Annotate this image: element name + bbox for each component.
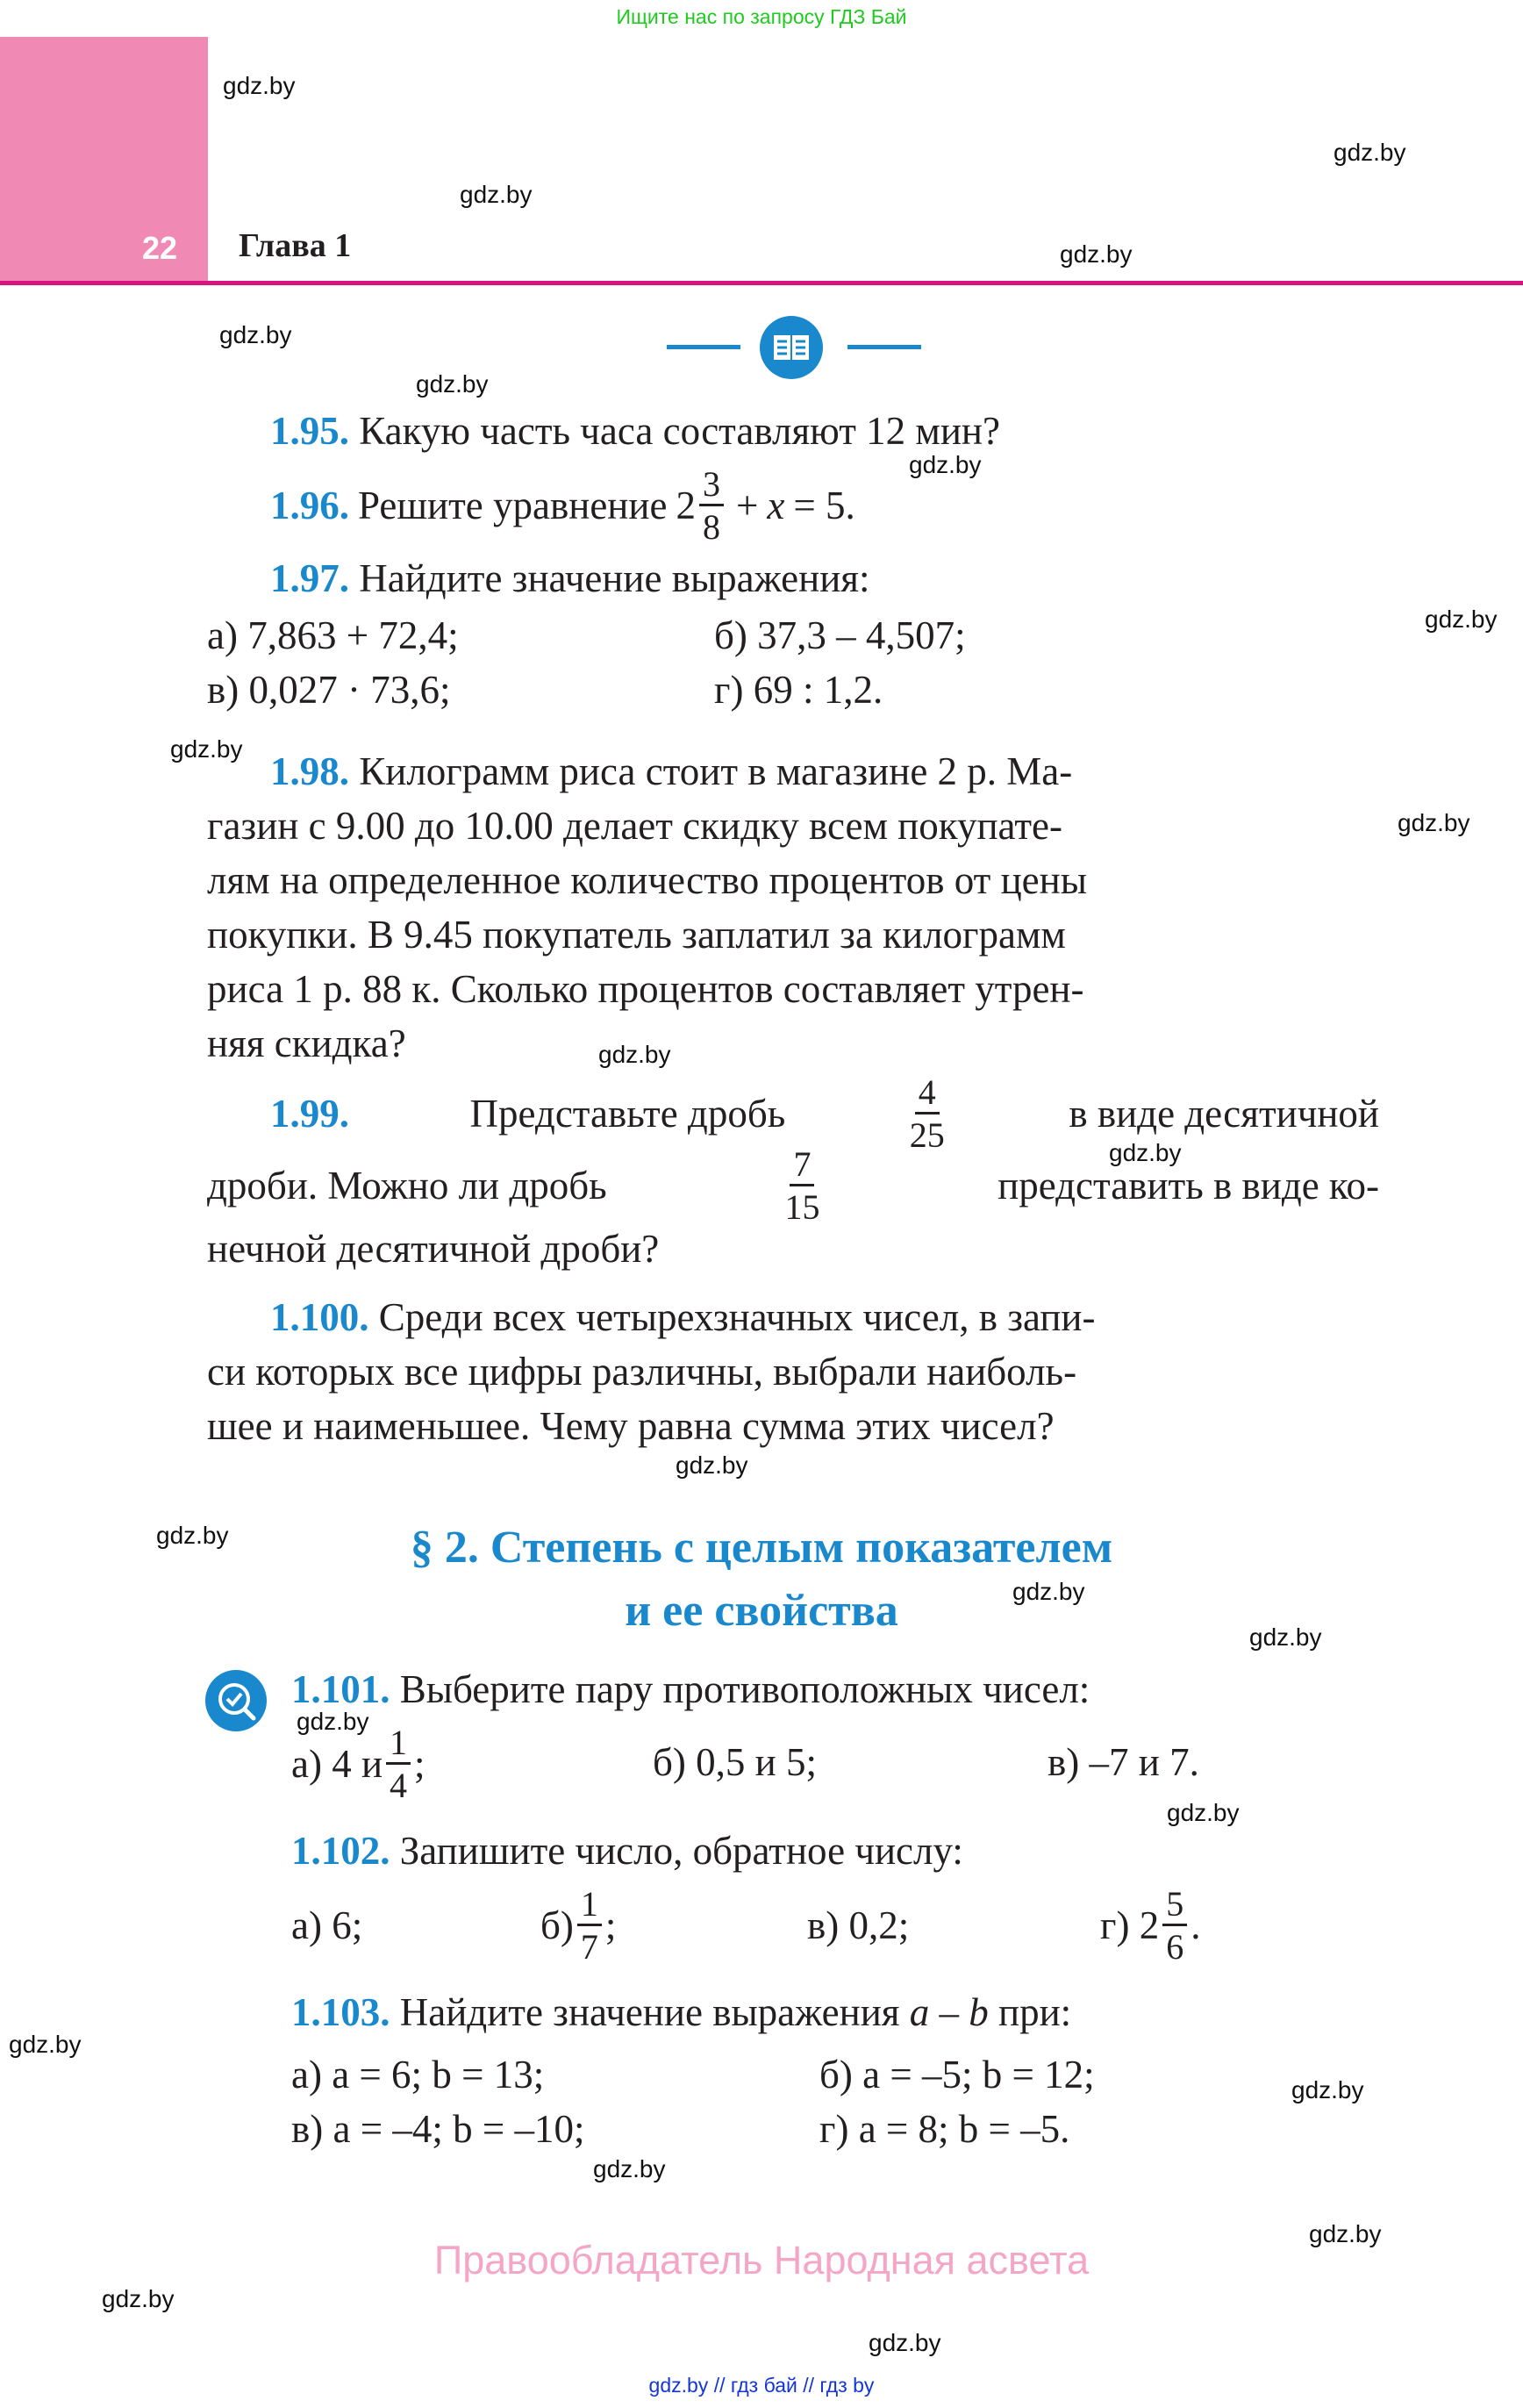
- watermark: gdz.by: [598, 1041, 671, 1068]
- watermark: gdz.by: [1060, 240, 1133, 268]
- watermark: gdz.by: [170, 735, 243, 763]
- watermark: gdz.by: [1291, 2076, 1364, 2103]
- option-b: б) 37,3 – 4,507;: [714, 613, 966, 657]
- option-b: б) a = –5; b = 12;: [819, 2053, 1095, 2096]
- fraction: $\frac{4}{25}$: [909, 1071, 945, 1155]
- problem-1-101: 1.101. Выберите пару противоположных чисел:: [291, 1667, 1090, 1711]
- option-a: а) a = 6; b = 13;: [291, 2053, 545, 2096]
- chapter-title: Глава 1: [239, 227, 352, 264]
- problem-1-96: 1.96. Решите уравнение 2 $\frac{3}{8}$ + x = 5.: [270, 463, 855, 547]
- watermark: gdz.by: [156, 1522, 229, 1549]
- watermark: gdz.by: [1249, 1623, 1322, 1651]
- footer-links[interactable]: gdz.by // гдз бай // гдз by: [648, 2374, 875, 2397]
- watermark: gdz.by: [102, 2285, 175, 2312]
- problem-1-100: 1.100. Среди всех четырехзначных чисел, в запи- си которых все цифры различны, выбрали наиболь- шее и наименьшее. Чему равна сумма этих чисел?: [207, 1295, 1096, 1448]
- section-divider: [667, 316, 921, 377]
- watermark: gdz.by: [1334, 139, 1406, 166]
- option-c: в) 0,027 · 73,6;: [207, 668, 451, 712]
- fraction: $\frac{1}{4}$: [386, 1725, 411, 1803]
- section-title: § 2. Степень с целым показателем и ее свойства: [410, 1523, 1113, 1636]
- option-c: в) –7 и 7.: [1048, 1740, 1199, 1784]
- option-c: в) a = –4; b = –10;: [291, 2107, 585, 2151]
- divider-line-left: [667, 345, 740, 349]
- watermark: gdz.by: [909, 451, 982, 478]
- option-b: б) $\frac{1}{7}$ ;: [540, 1883, 617, 1967]
- option-a: а) 7,863 + 72,4;: [207, 613, 459, 657]
- watermark: gdz.by: [1425, 606, 1498, 633]
- watermark: gdz.by: [9, 2031, 82, 2058]
- watermark: gdz.by: [1398, 809, 1470, 836]
- watermark: gdz.by: [1109, 1139, 1182, 1166]
- watermark: gdz.by: [593, 2155, 666, 2182]
- watermark: gdz.by: [1167, 1799, 1240, 1826]
- open-book-icon: [760, 316, 823, 379]
- fraction: $\frac{5}{6}$: [1162, 1887, 1187, 1965]
- divider-line-right: [847, 345, 921, 349]
- watermark: gdz.by: [1309, 2220, 1382, 2247]
- option-a: а) 4 и $\frac{1}{4}$ ;: [291, 1722, 425, 1805]
- watermark: gdz.by: [223, 72, 296, 99]
- copyright-notice: Правообладатель Народная асвета: [433, 2238, 1090, 2283]
- magnifier-check-icon: [205, 1670, 267, 1731]
- watermark: gdz.by: [1012, 1578, 1085, 1605]
- problem-1-95: 1.95. Какую часть часа составляют 12 мин?: [270, 409, 1000, 453]
- watermark: gdz.by: [416, 370, 489, 398]
- watermark: gdz.by: [676, 1451, 748, 1479]
- top-banner[interactable]: Ищите нас по запросу ГДЗ Бай: [616, 5, 907, 28]
- problem-1-102: 1.102. Запишите число, обратное числу:: [291, 1829, 963, 1873]
- watermark: gdz.by: [869, 2329, 941, 2356]
- problem-1-103: 1.103. Найдите значение выражения a – b при:: [291, 1990, 1072, 2034]
- watermark: gdz.by: [297, 1708, 369, 1735]
- fraction: $\frac{3}{8}$: [699, 467, 724, 545]
- option-b: б) 0,5 и 5;: [653, 1740, 817, 1784]
- option-d: г) 69 : 1,2.: [714, 668, 883, 712]
- watermark: gdz.by: [219, 321, 292, 348]
- option-a: а) 6;: [291, 1903, 363, 1947]
- fraction: $\frac{1}{7}$: [577, 1887, 602, 1965]
- problem-1-99: 1.99. Представьте дробь $\frac{4}{25}$ в виде десятичной дроби. Можно ли дробь $\frac{7}{15}$ представить в виде ко- нечной десятичной дроби?: [207, 1071, 1379, 1271]
- fraction: $\frac{7}{15}$: [784, 1143, 820, 1227]
- header-divider: [0, 281, 1523, 285]
- problem-1-98: 1.98. Килограмм риса стоит в магазине 2 р. Ма- газин с 9.00 до 10.00 делает скидку всем покупате- лям на определенное количество процентов от цены покупки. В 9.45 покупатель заплатил за килограмм риса 1 р. 88 к. Сколько процентов составляет утрен- няя скидка?: [207, 749, 1087, 1065]
- option-c: в) 0,2;: [807, 1903, 910, 1947]
- page-number: 22: [142, 230, 178, 266]
- watermark: gdz.by: [460, 181, 533, 208]
- option-d: г) 2 $\frac{5}{6}$ .: [1100, 1883, 1201, 1967]
- option-d: г) a = 8; b = –5.: [819, 2107, 1070, 2151]
- problem-1-97: 1.97. Найдите значение выражения:: [270, 556, 870, 600]
